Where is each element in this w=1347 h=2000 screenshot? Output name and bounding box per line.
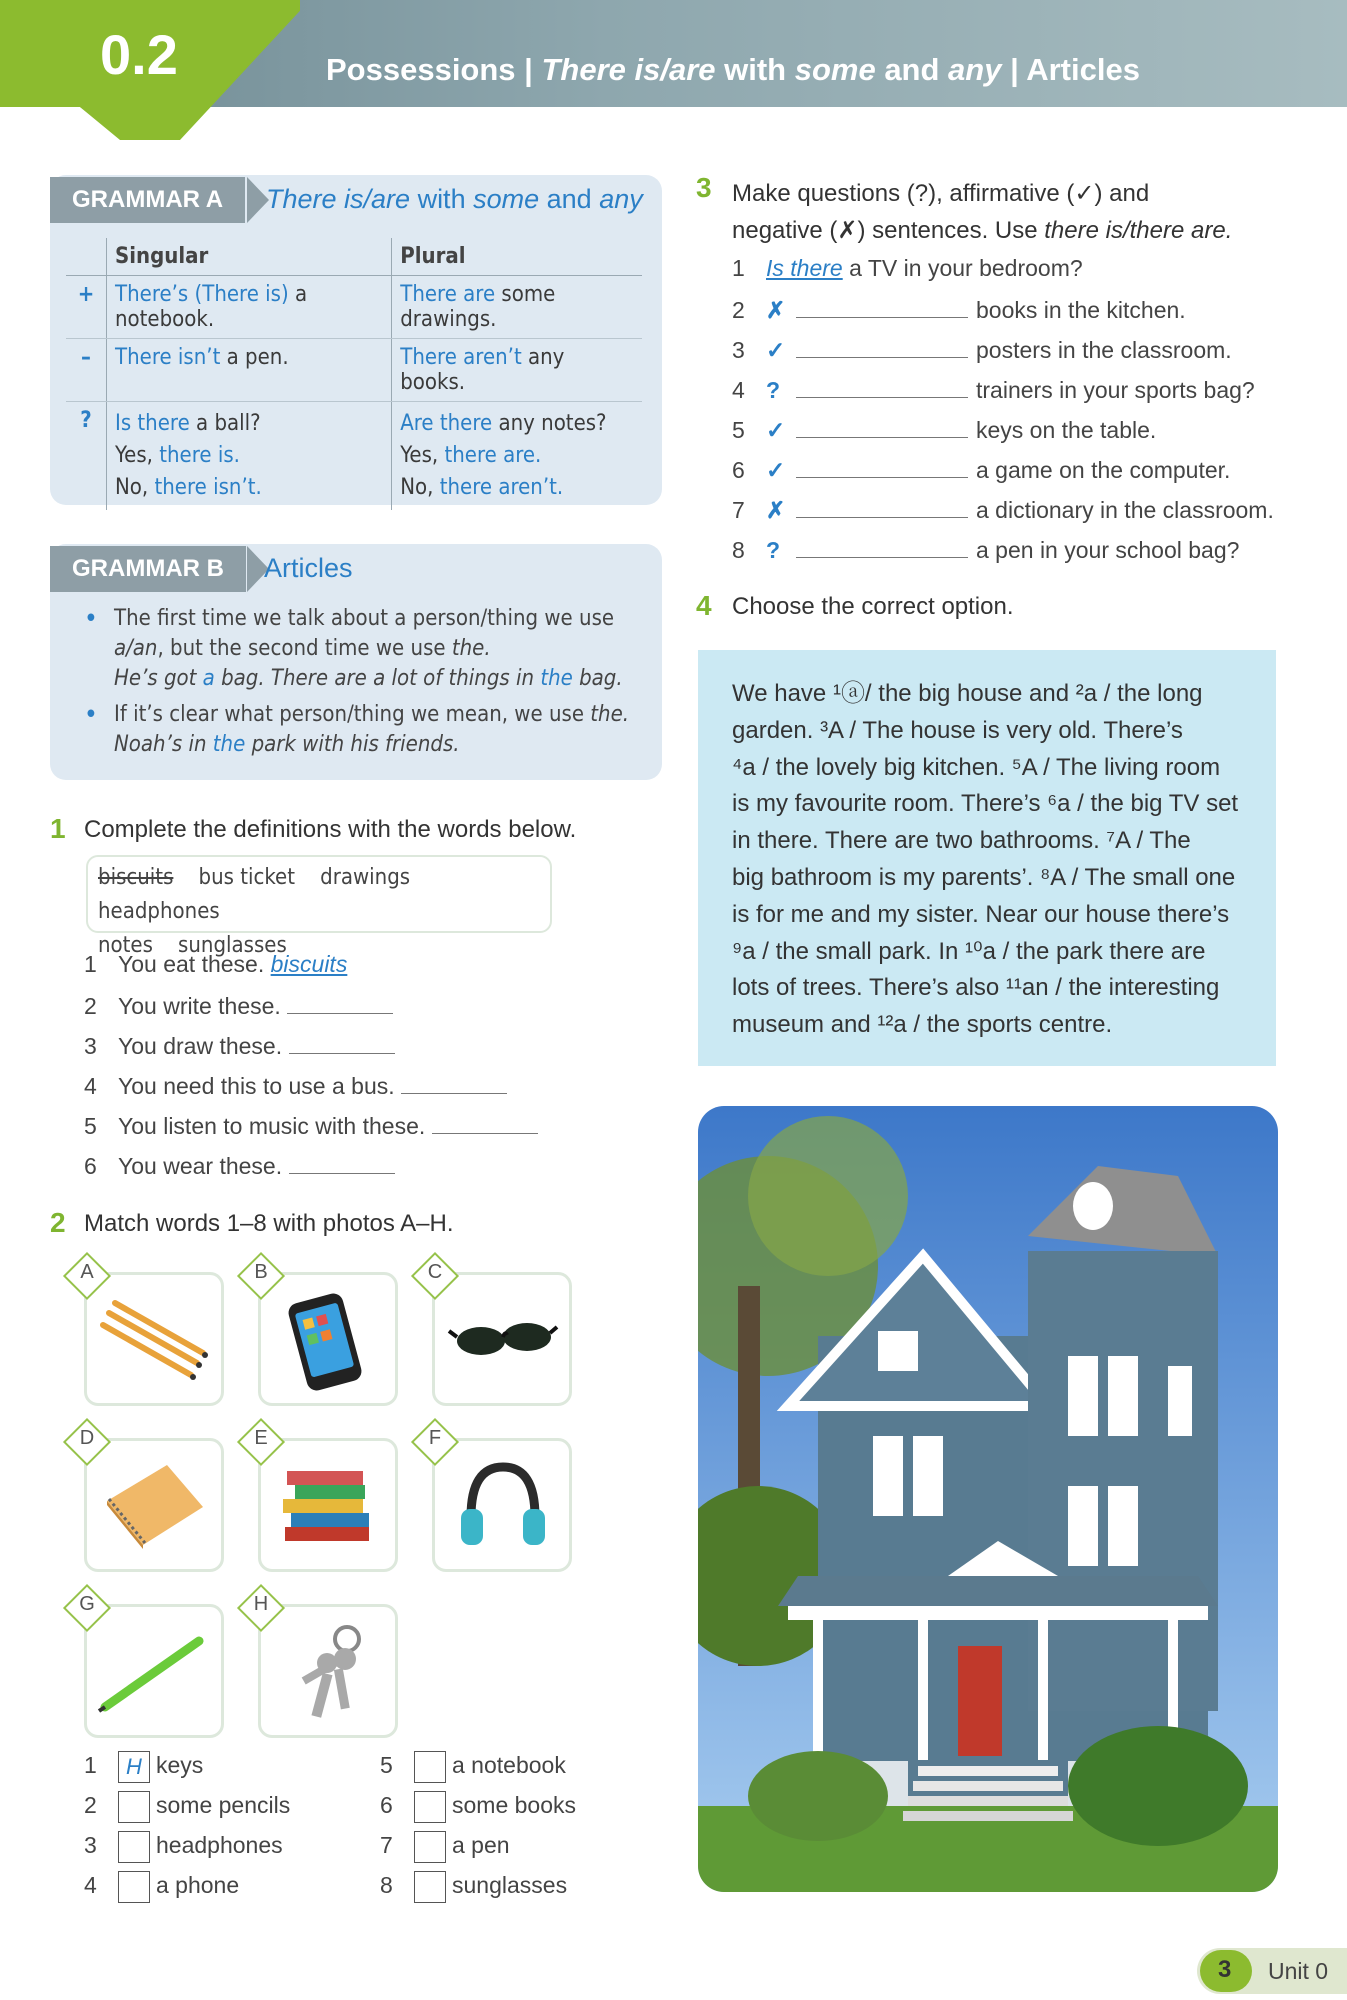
answer-field[interactable]: biscuits — [270, 951, 348, 977]
photo-c — [432, 1272, 572, 1406]
word-sunglasses: sunglasses — [178, 933, 287, 958]
answer-blank[interactable] — [796, 375, 968, 398]
ex3-number: 3 — [696, 172, 712, 203]
ex1-item: 2 You write these. — [84, 991, 393, 1020]
passage-line: We have ¹ⓐ/ the big house and ²a / the long — [732, 680, 1203, 707]
ex2-item: 3 headphones — [84, 1831, 283, 1863]
answer-blank[interactable] — [289, 1151, 395, 1174]
ex2-number: 2 — [50, 1207, 66, 1238]
photo-g — [84, 1604, 224, 1738]
unit-label: Unit 0 — [1268, 1958, 1329, 1984]
answer-blank[interactable] — [289, 1031, 395, 1054]
ex3-item: 2 ✗ books in the kitchen. — [732, 297, 1186, 323]
ex3-item: 7 ✗ a dictionary in the classroom. — [732, 497, 1274, 523]
notebook-icon — [87, 1441, 221, 1569]
lesson-title: Possessions | There is/are with some and any | Articles — [326, 52, 1140, 87]
table-header-row — [66, 238, 642, 276]
photo-label-c: C — [427, 1261, 443, 1283]
photo-label-b: B — [254, 1261, 268, 1283]
answer-blank[interactable] — [287, 991, 393, 1014]
passage-line: is my favourite room. There’s ⁶a / the big TV set — [732, 790, 1239, 818]
photo-label-g: G — [79, 1593, 95, 1615]
passage-line: lots of trees. There’s also ¹¹an / the interesting — [732, 974, 1220, 1002]
passage-line: in there. There are two bathrooms. ⁷A / The — [732, 827, 1191, 855]
ex2-item: 1 H keys — [84, 1751, 203, 1783]
pencils-icon — [87, 1275, 221, 1403]
grammar-b-title: Articles — [264, 553, 353, 583]
answer-field[interactable]: Is there — [766, 255, 843, 281]
table-row — [66, 402, 642, 511]
ex1-item: 1 You eat these. biscuits — [84, 951, 348, 977]
table-row — [66, 339, 642, 402]
answer-blank[interactable] — [796, 295, 968, 318]
pen-icon — [87, 1607, 221, 1735]
bullet-1: • The first time we talk about a person/thing we use a/an, but the second time we use the. He’s got a bag. There are a lot of things in the bag. — [84, 604, 623, 691]
photo-label-a: A — [80, 1261, 94, 1283]
word-bus-ticket: bus ticket — [198, 865, 295, 890]
passage-line: ⁴a / the lovely big kitchen. ⁵A / The living room — [732, 753, 1221, 781]
ex1-item: 3 You draw these. — [84, 1031, 395, 1060]
word-box — [86, 855, 552, 958]
word-biscuits: biscuits — [98, 865, 174, 890]
answer-box[interactable] — [414, 1751, 446, 1783]
photo-b — [258, 1272, 398, 1406]
ex4-number: 4 — [696, 590, 712, 621]
grammar-a-tag: GRAMMAR A — [50, 177, 245, 223]
answer-blank[interactable] — [796, 415, 968, 438]
photo-e — [258, 1438, 398, 1572]
photo-d — [84, 1438, 224, 1572]
ex4-passage — [732, 676, 1238, 1044]
col-singular: Singular — [107, 238, 392, 276]
row-symbol: + — [66, 276, 107, 339]
ex3-item: 1 Is there a TV in your bedroom? — [732, 255, 1083, 281]
ex3-item: 8 ? a pen in your school bag? — [732, 537, 1240, 563]
table-row — [66, 276, 642, 339]
ex3-item: 4 ? trainers in your sports bag? — [732, 377, 1255, 403]
cell-singular: There’s (There is) a notebook. — [107, 276, 392, 339]
row-symbol: ? — [80, 408, 92, 433]
cell-singular: There isn’t a pen. — [107, 339, 392, 402]
passage-line: museum and ¹²a / the sports centre. — [732, 1011, 1113, 1039]
passage-line: garden. ³A / The house is very old. There’s — [732, 716, 1183, 744]
cell-singular: Is there a ball? Yes, there is. No, there isn’t. — [107, 402, 392, 511]
ex1-instruction: Complete the definitions with the words below. — [84, 816, 577, 843]
answer-box[interactable] — [414, 1871, 446, 1903]
photo-label-h: H — [253, 1593, 269, 1615]
ex1-item: 6 You wear these. — [84, 1151, 395, 1180]
col-plural: Plural — [392, 238, 642, 276]
house-image — [698, 1106, 1278, 1892]
unit-number: 0.2 — [100, 23, 178, 86]
answer-blank[interactable] — [796, 535, 968, 558]
grammar-b-content — [82, 604, 652, 760]
answer-blank[interactable] — [796, 495, 968, 518]
answer-blank[interactable] — [401, 1071, 507, 1094]
phone-icon — [261, 1275, 395, 1403]
answer-box[interactable] — [118, 1831, 150, 1863]
answer-blank[interactable] — [432, 1111, 538, 1134]
answer-box[interactable] — [414, 1791, 446, 1823]
ex3-item: 6 ✓ a game on the computer. — [732, 457, 1231, 483]
photo-label-e: E — [254, 1427, 268, 1449]
word-notes: notes — [98, 933, 153, 958]
page-number: 3 — [1218, 1956, 1232, 1983]
passage-line: big bathroom is my parents’. ⁸A / The small one — [732, 863, 1236, 891]
ex2-item: 4 a phone — [84, 1871, 239, 1903]
row-symbol: – — [66, 339, 107, 402]
books-icon — [261, 1441, 395, 1569]
grammar-a-table — [66, 238, 642, 510]
ex3-item: 3 ✓ posters in the classroom. — [732, 337, 1232, 363]
house-photo — [698, 1106, 1278, 1892]
cell-plural: There are some drawings. — [392, 276, 642, 339]
headphones-icon — [435, 1441, 569, 1569]
ex2-item: 6 some books — [380, 1791, 576, 1823]
photo-label-d: D — [79, 1427, 95, 1449]
ex1-item: 4 You need this to use a bus. — [84, 1071, 507, 1100]
ex2-item: 5 a notebook — [380, 1751, 566, 1783]
ex2-instruction: Match words 1–8 with photos A–H. — [84, 1210, 454, 1237]
photo-f — [432, 1438, 572, 1572]
passage-line: is for me and my sister. Near our house there’s — [732, 900, 1230, 928]
word-drawings: drawings — [320, 865, 411, 890]
bullet-2: • If it’s clear what person/thing we mean, we use the. Noah’s in the park with his friends. — [84, 700, 630, 757]
grammar-a-title: There is/are with some and any — [266, 184, 643, 214]
ex1-item: 5 You listen to music with these. — [84, 1111, 538, 1140]
photo-h — [258, 1604, 398, 1738]
answer-box[interactable] — [118, 1791, 150, 1823]
photo-label-f: F — [428, 1427, 442, 1449]
cell-plural: Are there any notes? Yes, there are. No, there aren’t. — [392, 402, 642, 511]
ex4-instruction: Choose the correct option. — [732, 593, 1014, 620]
answer-blank[interactable] — [796, 335, 968, 358]
sunglasses-icon — [435, 1275, 569, 1403]
grammar-b-tag: GRAMMAR B — [50, 546, 246, 592]
ex2-item: 7 a pen — [380, 1831, 510, 1863]
answer-blank[interactable] — [796, 455, 968, 478]
answer-box[interactable] — [414, 1831, 446, 1863]
ex2-item: 2 some pencils — [84, 1791, 290, 1823]
answer-box[interactable]: H — [118, 1751, 150, 1783]
keys-icon — [261, 1607, 395, 1735]
word-headphones: headphones — [98, 899, 220, 924]
passage-line: ⁹a / the small park. In ¹⁰a / the park there are — [732, 937, 1206, 965]
cell-plural: There aren’t any books. — [392, 339, 642, 402]
ex3-instruction: Make questions (?), affirmative (✓) and negative (✗) sentences. Use there is/there are. — [732, 180, 1233, 244]
ex2-item: 8 sunglasses — [380, 1871, 567, 1903]
photo-a — [84, 1272, 224, 1406]
ex1-number: 1 — [50, 813, 66, 844]
ex3-item: 5 ✓ keys on the table. — [732, 417, 1157, 443]
answer-box[interactable] — [118, 1871, 150, 1903]
